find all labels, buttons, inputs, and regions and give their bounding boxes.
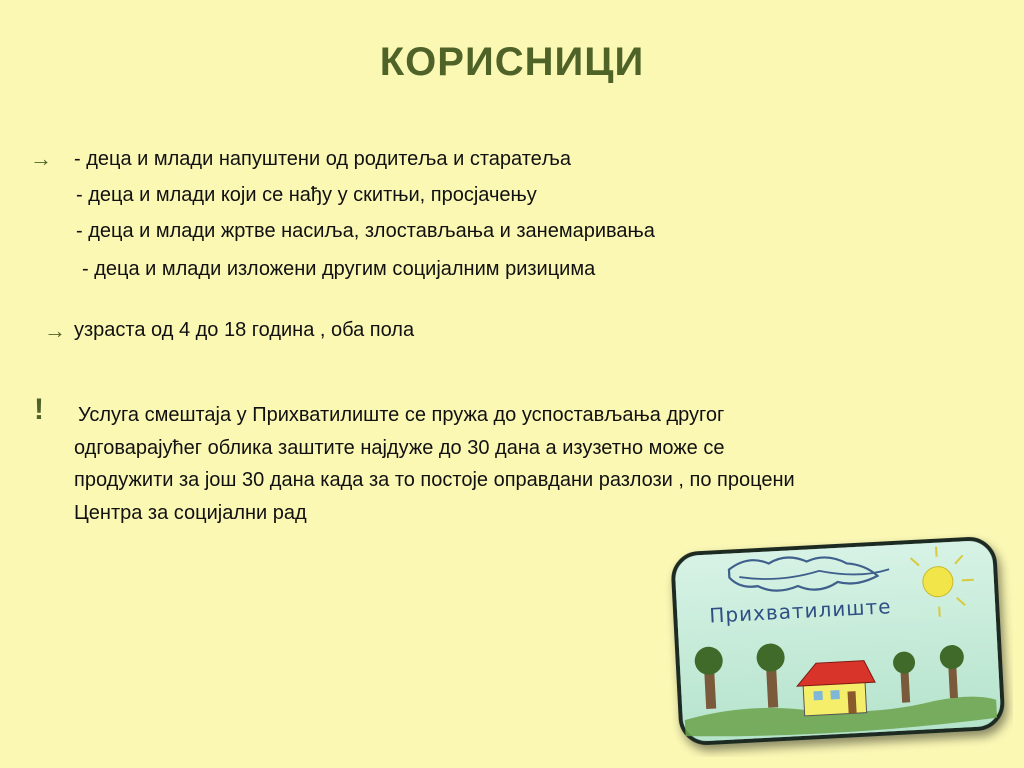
arrow-icon: →	[44, 318, 66, 343]
paragraph-line: продужити за још 30 дана када за то постоје оправдани разлози , по процени	[74, 469, 795, 491]
age-range-text: узраста од 4 до 18 година , оба пола	[74, 319, 415, 341]
list-item-abandoned: - деца и млади напуштени од родитеља и старатеља	[74, 148, 572, 170]
service-paragraph	[74, 399, 954, 529]
paragraph-line: одговарајућег облика заштите најдуже до 30 дана а изузетно може се	[74, 436, 725, 459]
arrow-icon: →	[30, 146, 52, 171]
shelter-drawing-svg	[663, 532, 1013, 757]
paragraph-line: Услуга смештаја у Прихватилиште се пружа до успостављања другог	[78, 404, 725, 426]
shelter-drawing-image	[663, 532, 1013, 757]
list-item-vagrancy: - деца и млади који се нађу у скитњи, просјачењу	[76, 184, 537, 206]
slide-title: КОРИСНИЦИ	[379, 40, 645, 84]
paragraph-line: Центра за социјални рад	[74, 501, 307, 524]
drawing-label: Прихватилиште	[708, 594, 893, 628]
exclamation-icon: !	[34, 393, 44, 426]
list-item-victims: - деца и млади жртве насиља, злостављања и занемаривања	[76, 220, 655, 242]
list-item-social-risks: - деца и млади изложени другим социјалним ризицима	[82, 258, 596, 280]
